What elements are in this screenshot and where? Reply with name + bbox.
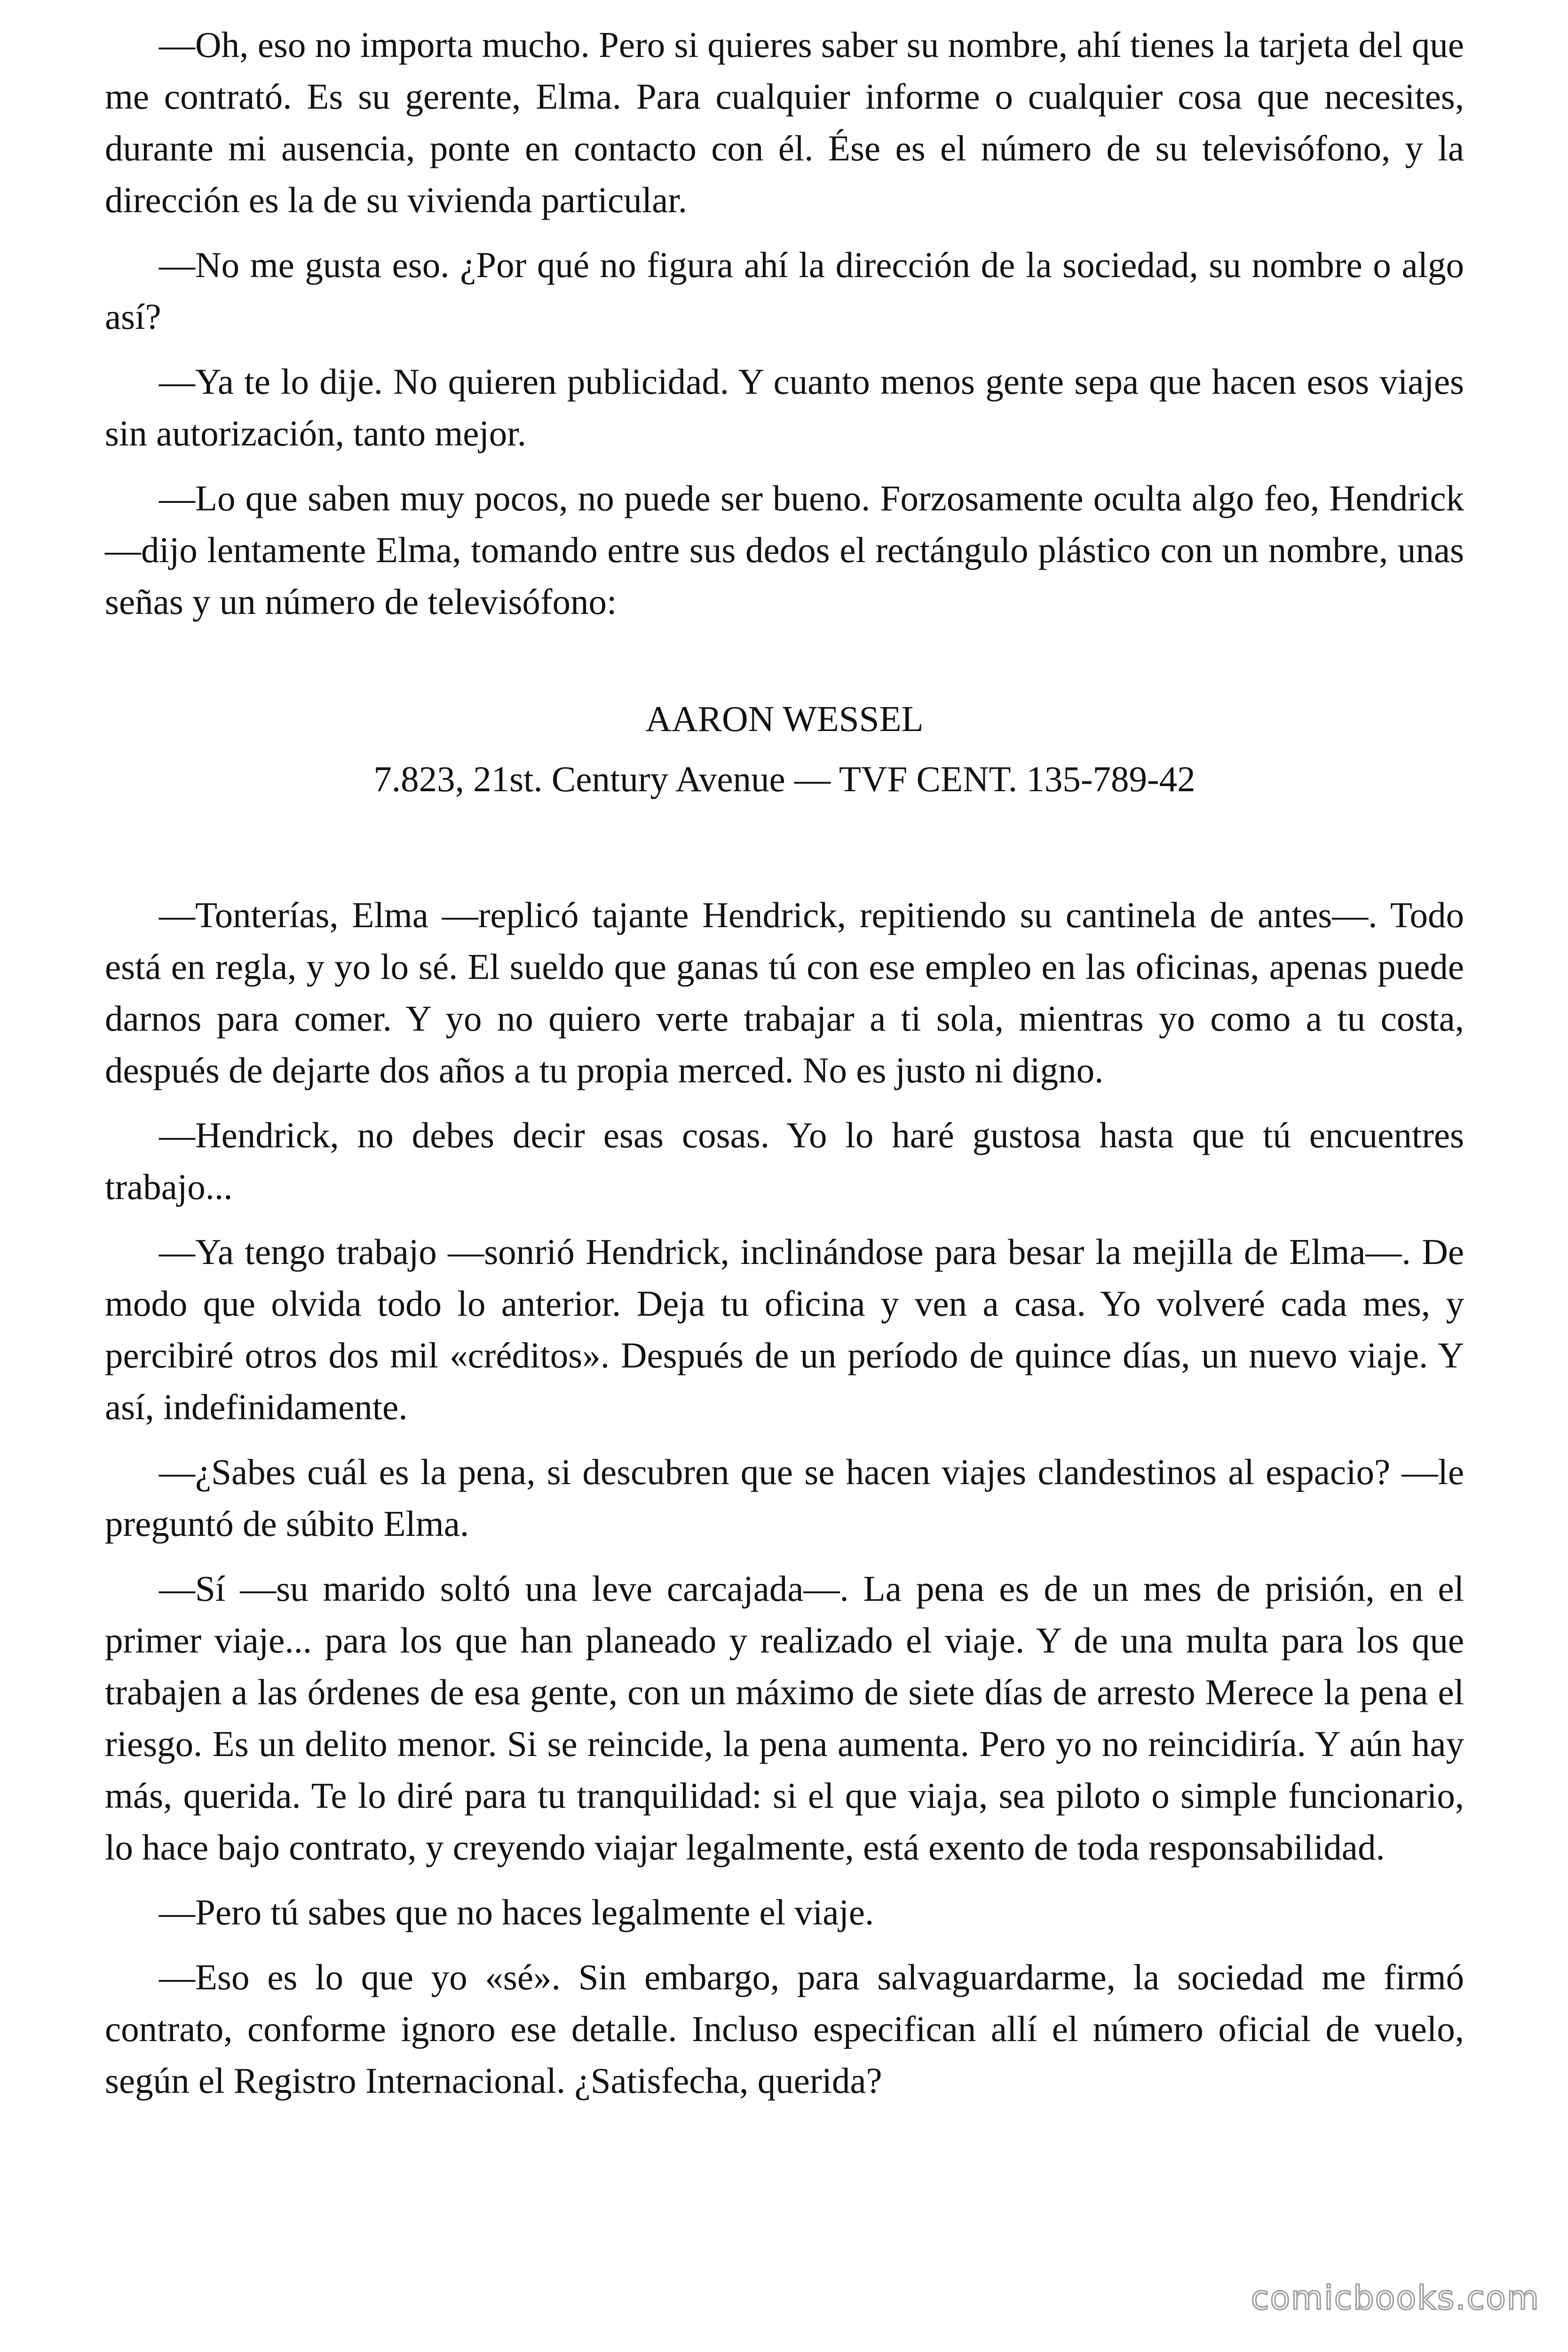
paragraph: —Ya te lo dije. No quieren publicidad. Y cuanto menos gente sepa que hacen esos viajes sin autorización, tanto mejor.	[105, 361, 1464, 453]
card-address: 7.823, 21st. Century Avenue — TVF CENT. 135-789-42	[373, 759, 1196, 799]
paragraph: —Pero tú sabes que no haces legalmente el viaje.	[159, 1892, 874, 1932]
paragraph: —No me gusta eso. ¿Por qué no figura ahí la dirección de la sociedad, su nombre o algo así?	[105, 245, 1464, 337]
card-name: AARON WESSEL	[645, 699, 924, 739]
paragraph: —Sí —su marido soltó una leve carcajada—. La pena es de un mes de prisión, en el primer viaje... para los que han planeado y realizado el viaje. Y de una multa para los que trabajen a las órdenes de esa gente, con un máximo de siete días de arresto Merece la pena el riesgo. Es un delito menor. Si se reincide, la pena aumenta. Pero yo no reincidiría. Y aún hay más, querida. Te lo diré para tu tranquilidad: si el que viaja, sea piloto o simple funcionario, lo hace bajo contrato, y creyendo viajar legalmente, está exento de toda responsabilidad.	[105, 1568, 1464, 1867]
paragraph: —Eso es lo que yo «sé». Sin embargo, para salvaguardarme, la sociedad me firmó contrato, conforme ignoro ese detalle. Incluso especifican allí el número oficial de vuelo, según el Registro Internacional. ¿Satisfecha, querida?	[105, 1957, 1464, 2101]
paragraph: —Tonterías, Elma —replicó tajante Hendrick, repitiendo su cantinela de antes—. Todo está en regla, y yo lo sé. El sueldo que ganas tú con ese empleo en las oficinas, apenas puede darnos para comer. Y yo no quiero verte trabajar a ti sola, mientras yo como a tu costa, después de dejarte dos años a tu propia merced. No es justo ni digno.	[105, 895, 1464, 1090]
book-page	[105, 19, 1464, 2120]
paragraph: —Lo que saben muy pocos, no puede ser bueno. Forzosamente oculta algo feo, Hendrick —dijo lentamente Elma, tomando entre sus dedos el rectángulo plástico con un nombre, unas señas y un número de televisófono:	[105, 478, 1464, 622]
watermark: comicbooks.com	[1251, 2279, 1540, 2317]
paragraph: —¿Sabes cuál es la pena, si descubren que se hacen viajes clandestinos al espacio? —le preguntó de súbito Elma.	[105, 1452, 1464, 1544]
paragraph: —Oh, eso no importa mucho. Pero si quieres saber su nombre, ahí tienes la tarjeta del que me contrató. Es su gerente, Elma. Para cualquier informe o cualquier cosa que necesites, durante mi ausencia, ponte en contacto con él. Ése es el número de su televisófono, y la dirección es la de su vivienda particular.	[105, 24, 1464, 220]
paragraph: —Ya tengo trabajo —sonrió Hendrick, inclinándose para besar la mejilla de Elma—. De modo que olvida todo lo anterior. Deja tu oficina y ven a casa. Yo volveré cada mes, y percibiré otros dos mil «créditos». Después de un período de quince días, un nuevo viaje. Y así, indefinidamente.	[105, 1232, 1464, 1427]
paragraph: —Hendrick, no debes decir esas cosas. Yo lo haré gustosa hasta que tú encuentres trabajo...	[105, 1115, 1464, 1207]
business-card-text	[105, 689, 1464, 809]
